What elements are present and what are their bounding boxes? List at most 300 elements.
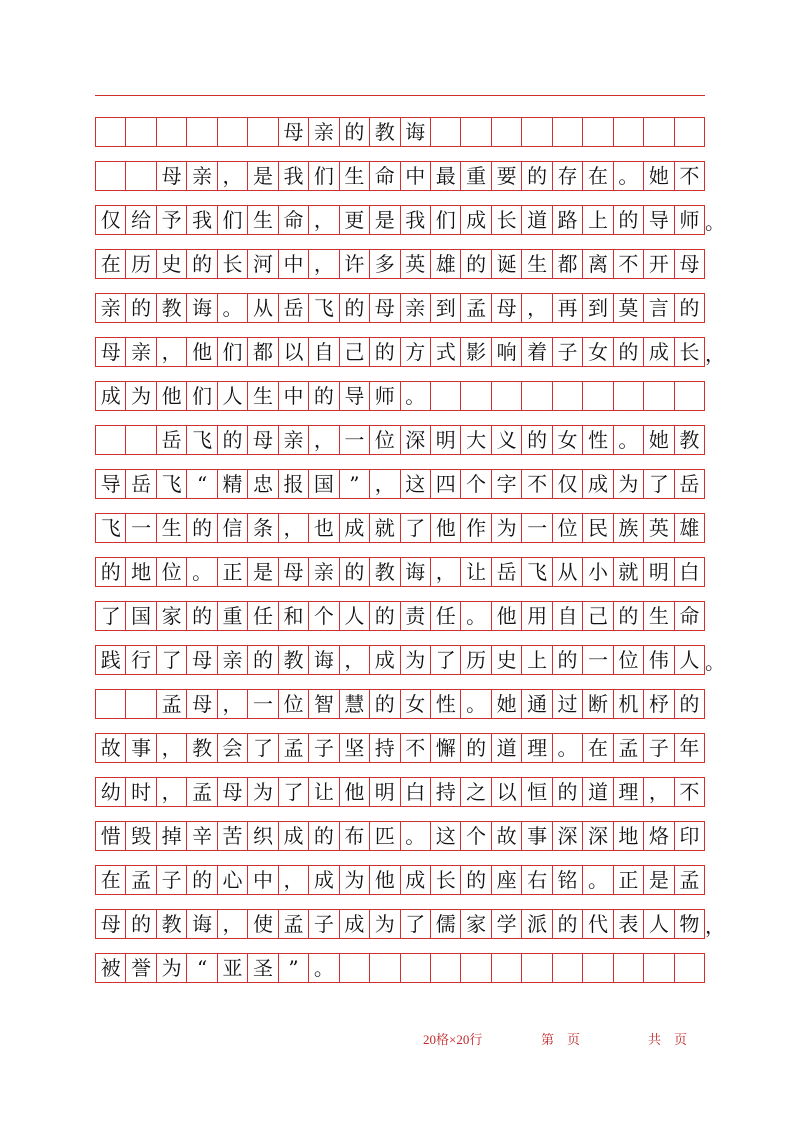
grid-char: 长 bbox=[218, 249, 248, 279]
grid-row bbox=[95, 733, 705, 763]
grid-char: 的 bbox=[553, 645, 583, 675]
grid-cell bbox=[614, 953, 644, 983]
grid-char: 成 bbox=[279, 821, 309, 851]
grid-char: 。 bbox=[583, 865, 613, 895]
grid-footer bbox=[0, 1029, 800, 1049]
grid-char: 成 bbox=[96, 381, 126, 411]
grid-char: 人 bbox=[218, 381, 248, 411]
grid-char: 条 bbox=[248, 513, 278, 543]
grid-char: 了 bbox=[248, 733, 278, 763]
grid-cell bbox=[461, 381, 491, 411]
grid-cell bbox=[340, 953, 370, 983]
grid-char: 深 bbox=[583, 821, 613, 851]
grid-char: 中 bbox=[279, 381, 309, 411]
grid-cell bbox=[583, 117, 613, 147]
grid-char: ， bbox=[370, 469, 400, 499]
grid-char: 的 bbox=[553, 777, 583, 807]
grid-char: 教 bbox=[675, 425, 705, 455]
grid-char: 母 bbox=[279, 557, 309, 587]
grid-cell bbox=[583, 953, 613, 983]
margin-punctuation: ， bbox=[705, 913, 725, 938]
grid-cell bbox=[583, 381, 613, 411]
grid-char: 自 bbox=[553, 601, 583, 631]
grid-char: 以 bbox=[492, 777, 522, 807]
grid-char: 深 bbox=[553, 821, 583, 851]
grid-char: 们 bbox=[187, 381, 217, 411]
grid-cell bbox=[644, 381, 674, 411]
grid-char: 明 bbox=[431, 425, 461, 455]
grid-char: 生 bbox=[644, 601, 674, 631]
grid-char: 子 bbox=[553, 337, 583, 367]
grid-char: 烙 bbox=[644, 821, 674, 851]
grid-row bbox=[95, 381, 705, 411]
grid-char: 亚 bbox=[218, 953, 248, 983]
grid-char: 子 bbox=[157, 865, 187, 895]
grid-char: 四 bbox=[431, 469, 461, 499]
grid-char: 作 bbox=[461, 513, 491, 543]
grid-char: 民 bbox=[583, 513, 613, 543]
grid-char: 匹 bbox=[370, 821, 400, 851]
grid-char: 的 bbox=[370, 689, 400, 719]
grid-char: ， bbox=[218, 689, 248, 719]
grid-char: 惜 bbox=[96, 821, 126, 851]
grid-char: 被 bbox=[96, 953, 126, 983]
grid-char: 机 bbox=[614, 689, 644, 719]
grid-char: 他 bbox=[187, 337, 217, 367]
grid-char: 重 bbox=[218, 601, 248, 631]
grid-char: 己 bbox=[583, 601, 613, 631]
margin-punctuation: ， bbox=[705, 341, 725, 366]
grid-char: 飞 bbox=[96, 513, 126, 543]
grid-row bbox=[95, 337, 705, 367]
grid-char: 的 bbox=[187, 513, 217, 543]
grid-char: 坚 bbox=[340, 733, 370, 763]
grid-char: 历 bbox=[126, 249, 156, 279]
grid-char: 织 bbox=[248, 821, 278, 851]
grid-char: 个 bbox=[309, 601, 339, 631]
grid-char: 言 bbox=[644, 293, 674, 323]
grid-char: 了 bbox=[644, 469, 674, 499]
grid-char: 飞 bbox=[187, 425, 217, 455]
grid-char: 诞 bbox=[492, 249, 522, 279]
grid-char: 成 bbox=[461, 205, 491, 235]
grid-char: 教 bbox=[157, 909, 187, 939]
grid-char: 亲 bbox=[279, 425, 309, 455]
grid-char: 母 bbox=[157, 161, 187, 191]
grid-cell bbox=[248, 117, 278, 147]
grid-char: 懈 bbox=[431, 733, 461, 763]
grid-char: 人 bbox=[644, 909, 674, 939]
grid-char: 会 bbox=[218, 733, 248, 763]
grid-char: 自 bbox=[309, 337, 339, 367]
grid-size-label: 20格×20行 bbox=[423, 1032, 483, 1047]
grid-char: 责 bbox=[401, 601, 431, 631]
grid-cell bbox=[126, 425, 156, 455]
grid-char: 是 bbox=[644, 865, 674, 895]
grid-char: 为 bbox=[340, 865, 370, 895]
title-row bbox=[95, 117, 705, 147]
grid-char: ， bbox=[309, 249, 339, 279]
grid-char: 从 bbox=[248, 293, 278, 323]
grid-char: 的 bbox=[370, 337, 400, 367]
grid-row bbox=[95, 601, 705, 631]
grid-char: 为 bbox=[370, 909, 400, 939]
grid-char: 的 bbox=[614, 205, 644, 235]
grid-char: 的 bbox=[614, 601, 644, 631]
grid-cell bbox=[96, 117, 126, 147]
grid-char: 白 bbox=[401, 777, 431, 807]
grid-char: 。 bbox=[461, 689, 491, 719]
grid-char: 任 bbox=[248, 601, 278, 631]
grid-char: 历 bbox=[461, 645, 491, 675]
grid-char: 女 bbox=[553, 425, 583, 455]
grid-char: 用 bbox=[522, 601, 552, 631]
grid-char: 亲 bbox=[309, 117, 339, 147]
grid-char: 。 bbox=[218, 293, 248, 323]
grid-char: 的 bbox=[675, 293, 705, 323]
grid-char: 亲 bbox=[187, 161, 217, 191]
grid-char: 理 bbox=[522, 733, 552, 763]
grid-cell bbox=[492, 953, 522, 983]
grid-char: 。 bbox=[553, 733, 583, 763]
grid-char: 地 bbox=[126, 557, 156, 587]
grid-char: 岳 bbox=[157, 425, 187, 455]
grid-char: 的 bbox=[187, 249, 217, 279]
grid-cell bbox=[431, 117, 461, 147]
grid-cell bbox=[126, 161, 156, 191]
margin-punctuation: 。 bbox=[705, 649, 725, 674]
grid-char: 恒 bbox=[522, 777, 552, 807]
grid-cell bbox=[644, 953, 674, 983]
grid-char: 代 bbox=[583, 909, 613, 939]
grid-char: 白 bbox=[675, 557, 705, 587]
grid-char: 成 bbox=[309, 865, 339, 895]
grid-char: 派 bbox=[522, 909, 552, 939]
grid-char: 道 bbox=[492, 733, 522, 763]
grid-char: 师 bbox=[675, 205, 705, 235]
grid-char: 一 bbox=[340, 425, 370, 455]
grid-char: 要 bbox=[492, 161, 522, 191]
grid-char: 他 bbox=[431, 513, 461, 543]
grid-char: 的 bbox=[461, 865, 491, 895]
grid-char: ， bbox=[218, 161, 248, 191]
grid-char: 和 bbox=[279, 601, 309, 631]
grid-char: 在 bbox=[96, 249, 126, 279]
grid-char: 不 bbox=[614, 249, 644, 279]
grid-char: 的 bbox=[126, 293, 156, 323]
grid-char: 他 bbox=[157, 381, 187, 411]
grid-char: 明 bbox=[644, 557, 674, 587]
grid-char: 在 bbox=[96, 865, 126, 895]
grid-char: 他 bbox=[340, 777, 370, 807]
grid-char: 予 bbox=[157, 205, 187, 235]
grid-char: 在 bbox=[583, 161, 613, 191]
grid-char: 命 bbox=[279, 205, 309, 235]
grid-char: 中 bbox=[279, 249, 309, 279]
grid-cell bbox=[675, 117, 705, 147]
grid-char: 为 bbox=[614, 469, 644, 499]
grid-char: 母 bbox=[492, 293, 522, 323]
grid-cell bbox=[644, 117, 674, 147]
grid-char: 都 bbox=[553, 249, 583, 279]
grid-char: 为 bbox=[492, 513, 522, 543]
grid-char: 个 bbox=[461, 469, 491, 499]
grid-char: 为 bbox=[401, 645, 431, 675]
grid-char: ” bbox=[279, 953, 309, 983]
grid-char: 毁 bbox=[126, 821, 156, 851]
grid-char: 的 bbox=[96, 557, 126, 587]
grid-char: 命 bbox=[675, 601, 705, 631]
grid-row bbox=[95, 425, 705, 455]
grid-char: 亲 bbox=[309, 557, 339, 587]
grid-char: 故 bbox=[492, 821, 522, 851]
grid-char: 子 bbox=[644, 733, 674, 763]
grid-char: 岳 bbox=[126, 469, 156, 499]
grid-char: 一 bbox=[583, 645, 613, 675]
grid-char: 印 bbox=[675, 821, 705, 851]
grid-char: 们 bbox=[218, 337, 248, 367]
grid-cell bbox=[553, 953, 583, 983]
grid-row bbox=[95, 293, 705, 323]
grid-char: 长 bbox=[492, 205, 522, 235]
grid-char: 。 bbox=[614, 161, 644, 191]
grid-char: 生 bbox=[248, 205, 278, 235]
grid-char: 座 bbox=[492, 865, 522, 895]
grid-char: 精 bbox=[218, 469, 248, 499]
grid-char: 性 bbox=[431, 689, 461, 719]
grid-char: 道 bbox=[583, 777, 613, 807]
grid-char: 持 bbox=[431, 777, 461, 807]
grid-char: 命 bbox=[370, 161, 400, 191]
grid-char: 小 bbox=[583, 557, 613, 587]
grid-char: 位 bbox=[553, 513, 583, 543]
grid-char: 导 bbox=[644, 205, 674, 235]
grid-char: 更 bbox=[340, 205, 370, 235]
grid-char: 以 bbox=[279, 337, 309, 367]
grid-char: 孟 bbox=[675, 865, 705, 895]
grid-char: 己 bbox=[340, 337, 370, 367]
grid-char: 生 bbox=[248, 381, 278, 411]
grid-char: 是 bbox=[248, 557, 278, 587]
grid-char: 他 bbox=[492, 601, 522, 631]
grid-char: 到 bbox=[583, 293, 613, 323]
grid-char: 。 bbox=[401, 381, 431, 411]
grid-char: 教 bbox=[157, 293, 187, 323]
grid-char: 岳 bbox=[279, 293, 309, 323]
grid-char: 断 bbox=[583, 689, 613, 719]
grid-char: 正 bbox=[218, 557, 248, 587]
grid-cell bbox=[461, 953, 491, 983]
grid-char: 家 bbox=[157, 601, 187, 631]
grid-char: 一 bbox=[126, 513, 156, 543]
grid-char: ， bbox=[157, 337, 187, 367]
grid-char: 掉 bbox=[157, 821, 187, 851]
grid-char: 孟 bbox=[461, 293, 491, 323]
grid-char: 子 bbox=[309, 909, 339, 939]
grid-char: 了 bbox=[279, 777, 309, 807]
grid-char: 义 bbox=[492, 425, 522, 455]
grid-char: 多 bbox=[370, 249, 400, 279]
grid-char: 了 bbox=[401, 513, 431, 543]
grid-char: 行 bbox=[126, 645, 156, 675]
grid-char: 式 bbox=[431, 337, 461, 367]
grid-char: 为 bbox=[157, 953, 187, 983]
grid-char: 在 bbox=[583, 733, 613, 763]
grid-char: 事 bbox=[522, 821, 552, 851]
grid-char: 的 bbox=[248, 645, 278, 675]
grid-cell bbox=[553, 117, 583, 147]
page-total-label: 共 页 bbox=[648, 1032, 688, 1047]
grid-char: ， bbox=[157, 777, 187, 807]
top-rule bbox=[95, 95, 705, 96]
grid-cell bbox=[370, 953, 400, 983]
grid-char: 的 bbox=[340, 557, 370, 587]
grid-row bbox=[95, 513, 705, 543]
grid-char: 飞 bbox=[309, 293, 339, 323]
grid-char: 通 bbox=[522, 689, 552, 719]
grid-char: 的 bbox=[340, 117, 370, 147]
grid-char: 孟 bbox=[279, 909, 309, 939]
grid-char: 成 bbox=[370, 645, 400, 675]
grid-char: 之 bbox=[461, 777, 491, 807]
grid-char: 心 bbox=[218, 865, 248, 895]
grid-char: 女 bbox=[401, 689, 431, 719]
grid-char: 的 bbox=[187, 601, 217, 631]
grid-cell bbox=[96, 425, 126, 455]
grid-char: 伟 bbox=[644, 645, 674, 675]
grid-char: 这 bbox=[431, 821, 461, 851]
grid-char: 明 bbox=[370, 777, 400, 807]
grid-char: 生 bbox=[522, 249, 552, 279]
grid-char: 英 bbox=[401, 249, 431, 279]
grid-char: 的 bbox=[309, 821, 339, 851]
grid-char: 上 bbox=[522, 645, 552, 675]
grid-char: 为 bbox=[248, 777, 278, 807]
grid-char: 的 bbox=[309, 381, 339, 411]
grid-char: 就 bbox=[370, 513, 400, 543]
grid-cell bbox=[522, 953, 552, 983]
grid-char: 成 bbox=[340, 909, 370, 939]
grid-char: 也 bbox=[309, 513, 339, 543]
grid-char: 雄 bbox=[675, 513, 705, 543]
grid-char: 成 bbox=[583, 469, 613, 499]
grid-char: 教 bbox=[370, 557, 400, 587]
grid-char: 正 bbox=[614, 865, 644, 895]
grid-char: 道 bbox=[522, 205, 552, 235]
grid-char: 方 bbox=[401, 337, 431, 367]
grid-char: 就 bbox=[614, 557, 644, 587]
grid-char: 孟 bbox=[157, 689, 187, 719]
grid-cell bbox=[553, 381, 583, 411]
grid-char: 表 bbox=[614, 909, 644, 939]
grid-char: 再 bbox=[553, 293, 583, 323]
grid-char: 慧 bbox=[340, 689, 370, 719]
grid-char: 。 bbox=[309, 953, 339, 983]
grid-char: 的 bbox=[340, 293, 370, 323]
grid-char: 仅 bbox=[96, 205, 126, 235]
grid-char: 诲 bbox=[309, 645, 339, 675]
grid-char: 们 bbox=[309, 161, 339, 191]
grid-row bbox=[95, 909, 705, 939]
grid-row bbox=[95, 249, 705, 279]
grid-char: ， bbox=[157, 733, 187, 763]
grid-cell bbox=[614, 381, 644, 411]
grid-char: 布 bbox=[340, 821, 370, 851]
grid-cell bbox=[614, 117, 644, 147]
grid-char: 深 bbox=[401, 425, 431, 455]
grid-char: 莫 bbox=[614, 293, 644, 323]
grid-char: 时 bbox=[126, 777, 156, 807]
grid-char: 母 bbox=[96, 909, 126, 939]
grid-cell bbox=[522, 117, 552, 147]
grid-char: 史 bbox=[492, 645, 522, 675]
grid-char: 人 bbox=[340, 601, 370, 631]
grid-char: 路 bbox=[553, 205, 583, 235]
grid-char: 诲 bbox=[187, 293, 217, 323]
grid-char: 人 bbox=[675, 645, 705, 675]
grid-char: 性 bbox=[583, 425, 613, 455]
grid-cell bbox=[431, 953, 461, 983]
grid-char: 着 bbox=[522, 337, 552, 367]
grid-char: 长 bbox=[431, 865, 461, 895]
grid-char: ， bbox=[218, 909, 248, 939]
grid-char: 我 bbox=[187, 205, 217, 235]
grid-char: 国 bbox=[126, 601, 156, 631]
grid-char: 母 bbox=[370, 293, 400, 323]
grid-char: 史 bbox=[157, 249, 187, 279]
grid-char: 忠 bbox=[248, 469, 278, 499]
grid-cell bbox=[126, 689, 156, 719]
grid-char: 母 bbox=[675, 249, 705, 279]
grid-char: 的 bbox=[614, 337, 644, 367]
grid-char: 国 bbox=[309, 469, 339, 499]
grid-char: 族 bbox=[614, 513, 644, 543]
grid-char: 离 bbox=[583, 249, 613, 279]
grid-char: 母 bbox=[248, 425, 278, 455]
grid-char: 亲 bbox=[218, 645, 248, 675]
grid-char: 铭 bbox=[553, 865, 583, 895]
grid-char: 存 bbox=[553, 161, 583, 191]
grid-char: 一 bbox=[522, 513, 552, 543]
grid-char: 位 bbox=[614, 645, 644, 675]
grid-char: 导 bbox=[96, 469, 126, 499]
grid-char: 的 bbox=[126, 909, 156, 939]
grid-char: 从 bbox=[553, 557, 583, 587]
grid-char: 的 bbox=[522, 161, 552, 191]
grid-char: 飞 bbox=[157, 469, 187, 499]
grid-char: 的 bbox=[553, 909, 583, 939]
grid-char: 的 bbox=[522, 425, 552, 455]
grid-char: 是 bbox=[248, 161, 278, 191]
grid-char: 不 bbox=[675, 777, 705, 807]
grid-row bbox=[95, 557, 705, 587]
grid-char: 大 bbox=[461, 425, 491, 455]
grid-char: 孟 bbox=[614, 733, 644, 763]
grid-char: 个 bbox=[461, 821, 491, 851]
grid-row bbox=[95, 161, 705, 191]
grid-char: 故 bbox=[96, 733, 126, 763]
grid-char: 过 bbox=[553, 689, 583, 719]
grid-char: 杼 bbox=[644, 689, 674, 719]
grid-char: ， bbox=[309, 205, 339, 235]
grid-char: 圣 bbox=[248, 953, 278, 983]
grid-char: 不 bbox=[401, 733, 431, 763]
grid-char: 辛 bbox=[187, 821, 217, 851]
grid-char: 岳 bbox=[675, 469, 705, 499]
grid-char: 许 bbox=[340, 249, 370, 279]
page-number-label: 第 页 bbox=[541, 1032, 581, 1047]
grid-char: 母 bbox=[187, 645, 217, 675]
